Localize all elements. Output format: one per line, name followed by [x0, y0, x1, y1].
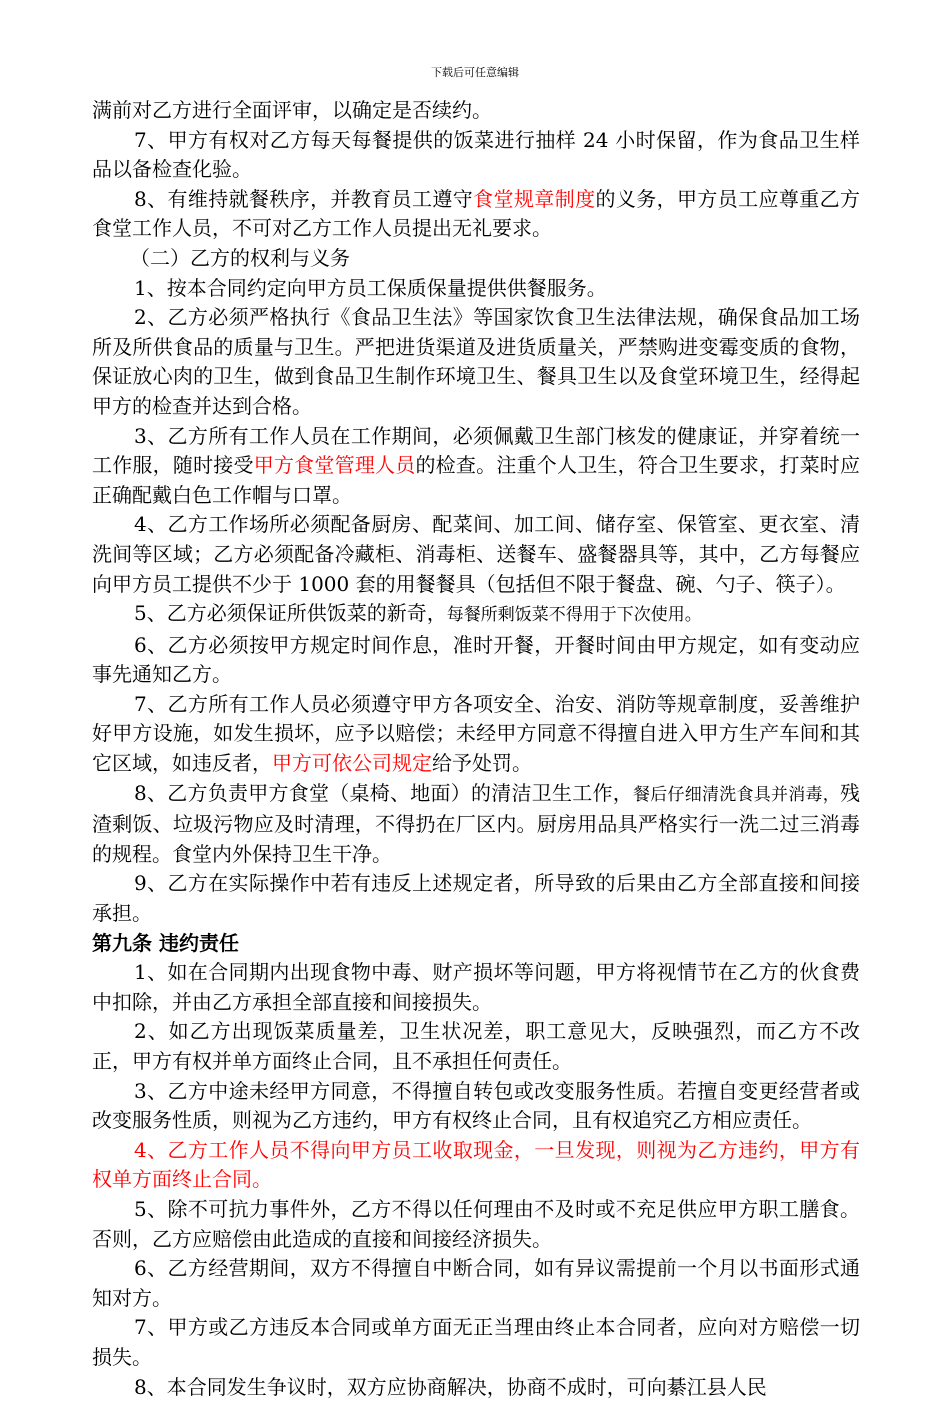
text-run: 残渣剩饭、垃圾污物应及时清理，不得扔在厂区内。厨房用品具严格实行一洗二过三消毒的规程。食堂内外保持卫生干净。: [92, 780, 861, 866]
paragraph: 4、乙方工作场所必须配备厨房、配菜间、加工间、储存室、保管室、更衣室、清洗间等区域；乙方必须配备冷藏柜、消毒柜、送餐车、盛餐器具等，其中，乙方每餐应向甲方员工提供不少于 1000 套的用餐餐具（包括但不限于餐盘、碗、勺子、筷子）。: [92, 512, 860, 596]
paragraph: 6、乙方必须按甲方规定时间作息，准时开餐，开餐时间由甲方规定，如有变动应事先通知乙方。: [92, 632, 860, 687]
paragraph: 8、本合同发生争议时，双方应协商解决，协商不成时，可向綦江县人民: [134, 1374, 767, 1399]
page-header: 下载后可任意编辑: [431, 66, 519, 79]
text-run: 8、有维持就餐秩序，并教育员工遵守: [134, 186, 474, 211]
highlighted-text: 甲方可依公司规定: [272, 751, 432, 776]
text-run: 餐后仔细清洗食具并消毒，: [633, 784, 841, 805]
section-heading: 第九条 违约责任: [92, 930, 239, 955]
paragraph: 满前对乙方进行全面评审，以确定是否续约。: [92, 98, 492, 122]
paragraph: [92, 779, 860, 870]
text-run: 每餐所剩饭菜不得用于下次使用。: [446, 605, 702, 626]
text-run: 7、乙方所有工作人员必须遵守甲方各项安全、治安、消防等规章制度，妥善维护好甲方设施，如发生损坏，应予以赔偿；未经甲方同意不得擅自进入甲方生产车间和其它区域，如违反者，: [92, 691, 860, 776]
paragraph: 5、除不可抗力事件外，乙方不得以任何理由不及时或不充足供应甲方职工膳食。否则，乙方应赔偿由此造成的直接和间接经济损失。: [92, 1196, 860, 1251]
paragraph: 7、甲方有权对乙方每天每餐提供的饭菜进行抽样 24 小时保留，作为食品卫生样品以备检查化验。: [92, 127, 860, 182]
document-body: [92, 96, 860, 1402]
paragraph: 1、如在合同期内出现食物中毒、财产损坏等问题，甲方将视情节在乙方的伙食费中扣除，并由乙方承担全部直接和间接损失。: [92, 960, 860, 1014]
paragraph: [92, 422, 860, 511]
paragraph: [92, 690, 860, 779]
paragraph: 1、按本合同约定向甲方员工保质保量提供供餐服务。: [134, 275, 607, 300]
subsection-heading: （二）乙方的权利与义务: [130, 245, 350, 270]
paragraph: 2、如乙方出现饭菜质量差，卫生状况差，职工意见大，反映强烈，而乙方不改正，甲方有权并单方面终止合同，且不承担任何责任。: [92, 1019, 860, 1073]
text-run: 给予处罚。: [432, 751, 532, 776]
paragraph: [92, 599, 860, 631]
text-run: 5、乙方必须保证所供饭菜的新奇，: [134, 601, 447, 626]
text-run: 的义务，甲方员工应尊重乙方食堂工作人员，不可对乙方工作人员提出无礼要求。: [92, 186, 861, 241]
paragraph: 2、乙方必须严格执行《食品卫生法》等国家饮食卫生法律法规，确保食品加工场所及所供食品的质量与卫生。严把进货渠道及进货质量关，严禁购进变霉变质的食物，保证放心肉的卫生，做到食品卫生制作环境卫生、餐具卫生以及食堂环境卫生，经得起甲方的检查并达到合格。: [92, 305, 860, 418]
text-run: 的检查。注重个人卫生，符合卫生要求，打菜时应正确配戴白色工作帽与口罩。: [92, 453, 861, 507]
paragraph: 7、甲方或乙方违反本合同或单方面无正当理由终止本合同者，应向对方赔偿一切损失。: [92, 1315, 860, 1369]
paragraph: 9、乙方在实际操作中若有违反上述规定者，所导致的后果由乙方全部直接和间接承担。: [92, 871, 860, 926]
paragraph: 3、乙方中途未经甲方同意，不得擅自转包或改变服务性质。若擅自变更经营者或改变服务性质，则视为乙方违约，甲方有权终止合同，且有权追究乙方相应责任。: [92, 1078, 860, 1133]
paragraph: 6、乙方经营期间，双方不得擅自中断合同，如有异议需提前一个月以书面形式通知对方。: [92, 1256, 860, 1310]
highlighted-text: 食堂规章制度: [473, 186, 596, 211]
text-run: 8、乙方负责甲方食堂（桌椅、地面）的清洁卫生工作，: [134, 780, 633, 805]
highlighted-paragraph: 4、乙方工作人员不得向甲方员工收取现金，一旦发现，则视为乙方违约，甲方有权单方面终止合同。: [92, 1137, 860, 1192]
text-run: 3、乙方所有工作人员在工作期间，必须佩戴卫生部门核发的健康证，并穿着统一工作服，随时接受: [92, 423, 860, 478]
highlighted-text: 甲方食堂管理人员: [253, 453, 416, 478]
paragraph: [92, 185, 860, 244]
